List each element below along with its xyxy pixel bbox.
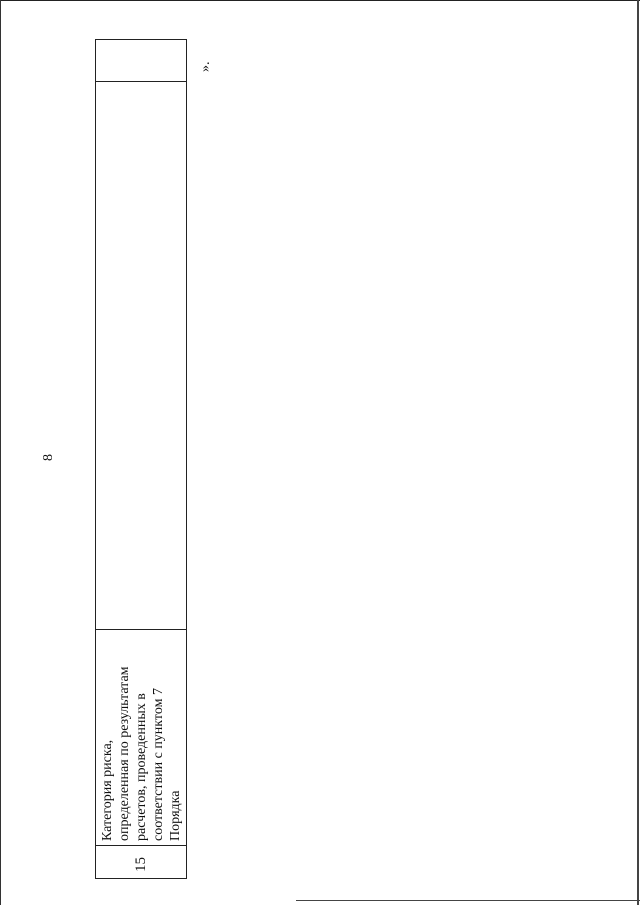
table-cell-number bbox=[96, 845, 186, 878]
row-number: 15 bbox=[133, 857, 149, 872]
table-cell-value bbox=[96, 81, 186, 629]
table-cell-label bbox=[96, 629, 186, 845]
closing-quote: ». bbox=[198, 61, 213, 72]
row-label: Категория риска, определенная по результатам расчетов, проведенных в соответствии с пунктом 7 Порядка bbox=[100, 666, 183, 841]
page-number: 8 bbox=[41, 454, 56, 461]
table-cell-last bbox=[96, 40, 186, 81]
document-table bbox=[95, 39, 187, 879]
